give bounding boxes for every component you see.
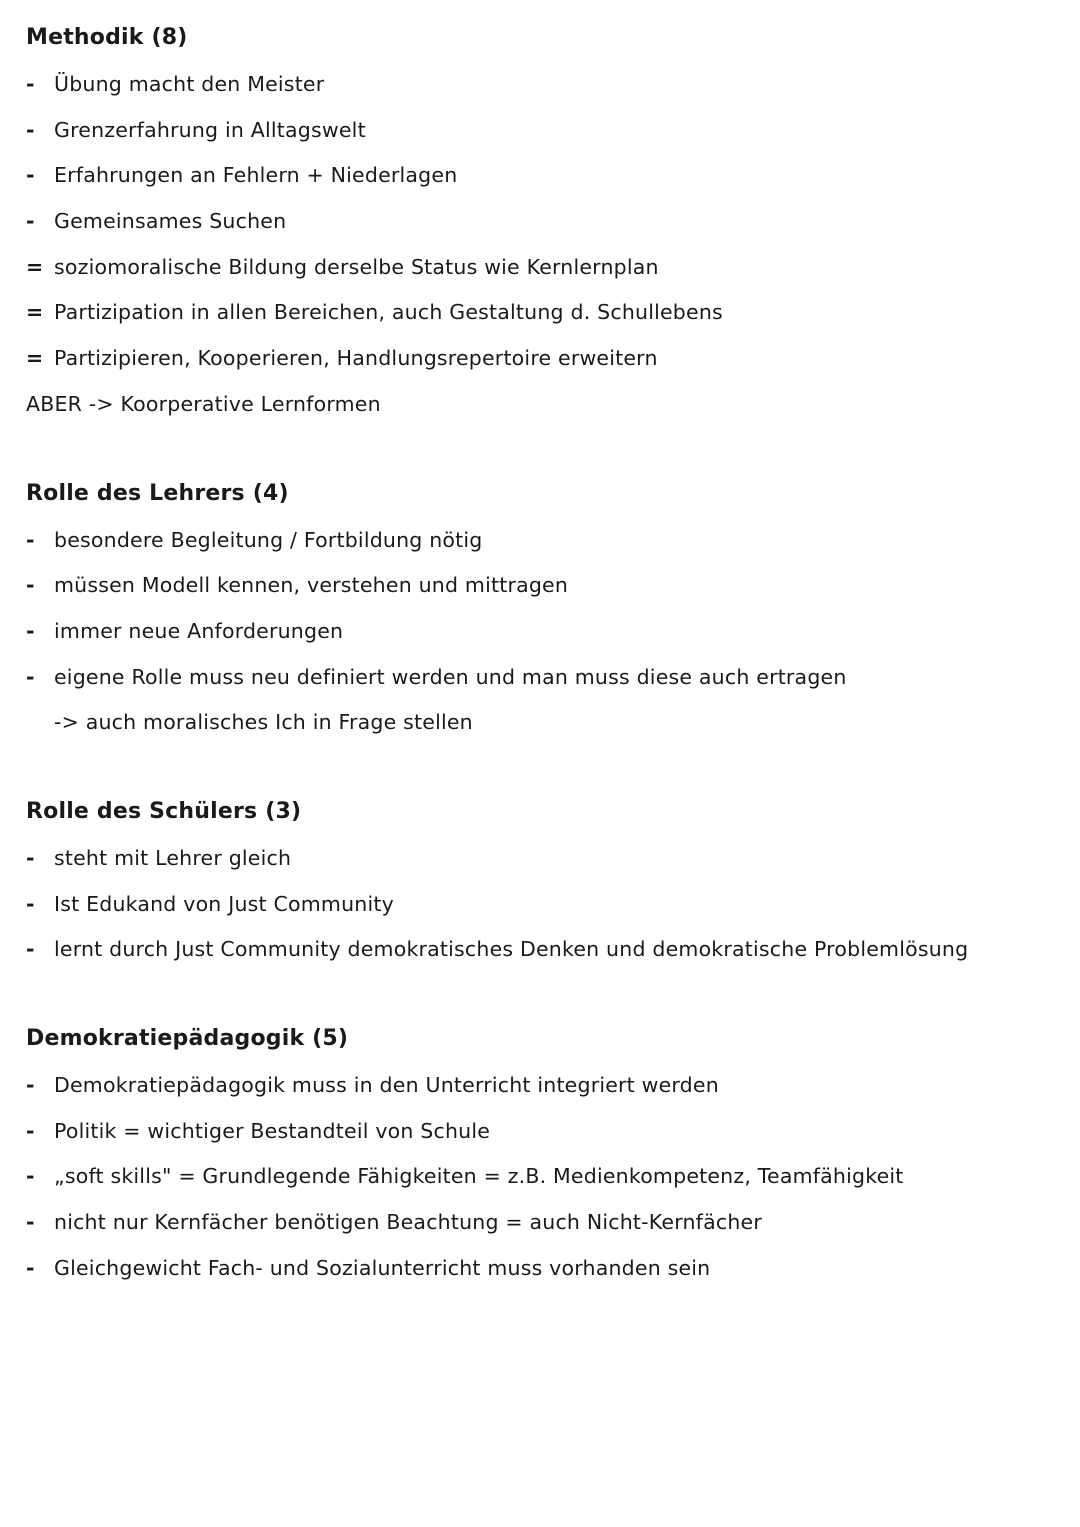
list-item-plain bbox=[26, 388, 1056, 420]
list-item-text: Gemeinsames Suchen bbox=[54, 209, 287, 234]
section-heading: Demokratiepädagogik (5) bbox=[26, 1026, 349, 1051]
list-item bbox=[26, 251, 1056, 283]
list-item bbox=[26, 1069, 1056, 1101]
list-item-text: eigene Rolle muss neu definiert werden und man muss diese auch ertragen bbox=[54, 664, 847, 689]
bullet-dash: - bbox=[26, 1210, 35, 1235]
list-item bbox=[26, 114, 1056, 146]
section-rolle-lehrer bbox=[26, 478, 1056, 739]
list-item bbox=[26, 661, 1056, 693]
bullet-dash: - bbox=[26, 209, 35, 234]
list-item-text: ABER -> Koorperative Lernformen bbox=[26, 391, 381, 416]
section-rolle-schueler bbox=[26, 796, 1056, 965]
bullet-equals: = bbox=[26, 346, 44, 371]
bullet-dash: - bbox=[26, 527, 35, 552]
section-heading: Rolle des Lehrers (4) bbox=[26, 480, 289, 506]
list-item-text: Partizipieren, Kooperieren, Handlungsrepertoire erweitern bbox=[54, 346, 658, 371]
section-spacer bbox=[26, 434, 1056, 478]
bullet-dash: - bbox=[26, 891, 35, 916]
bullet-equals: = bbox=[26, 254, 44, 279]
list-item-text: nicht nur Kernfächer benötigen Beachtung = auch Nicht-Kernfächer bbox=[54, 1210, 762, 1235]
bullet-dash: - bbox=[26, 573, 35, 598]
bullet-dash: - bbox=[26, 163, 35, 188]
list-item-text: Ist Edukand von Just Community bbox=[54, 891, 394, 916]
list-item bbox=[26, 205, 1056, 237]
bullet-dash: - bbox=[26, 1255, 35, 1280]
bullet-dash: - bbox=[26, 117, 35, 142]
bullet-dash: - bbox=[26, 1073, 35, 1097]
list-item-text: Partizipation in allen Bereichen, auch Gestaltung d. Schullebens bbox=[54, 300, 723, 325]
list-item bbox=[26, 68, 1056, 100]
section-spacer bbox=[26, 979, 1056, 1023]
bullet-dash: - bbox=[26, 72, 35, 96]
list-item bbox=[26, 1252, 1056, 1284]
document-page bbox=[26, 22, 1056, 1297]
list-item-sub bbox=[26, 706, 1056, 738]
list-item-text: steht mit Lehrer gleich bbox=[54, 845, 292, 870]
list-item-text: immer neue Anforderungen bbox=[54, 618, 344, 643]
list-item bbox=[26, 342, 1056, 374]
list-item-text: Gleichgewicht Fach- und Sozialunterricht muss vorhanden sein bbox=[54, 1255, 711, 1280]
list-item-text: soziomoralische Bildung derselbe Status wie Kernlernplan bbox=[54, 254, 659, 279]
list-item-text: müssen Modell kennen, verstehen und mittragen bbox=[54, 573, 569, 598]
section-demokratiepaedagogik bbox=[26, 1023, 1056, 1284]
list-item-text: Grenzerfahrung in Alltagswelt bbox=[54, 117, 366, 142]
section-spacer bbox=[26, 752, 1056, 796]
section-methodik bbox=[26, 22, 1056, 420]
list-item-text: lernt durch Just Community demokratisches Denken und demokratische Problemlösung bbox=[54, 937, 969, 962]
list-item bbox=[26, 615, 1056, 647]
bullet-dash: - bbox=[26, 664, 35, 689]
list-item-text: Übung macht den Meister bbox=[54, 72, 325, 96]
list-item bbox=[26, 296, 1056, 328]
bullet-dash: - bbox=[26, 1164, 35, 1189]
list-item-text: -> auch moralisches Ich in Frage stellen bbox=[54, 710, 473, 735]
bullet-equals: = bbox=[26, 300, 44, 325]
bullet-dash: - bbox=[26, 618, 35, 643]
section-heading: Rolle des Schülers (3) bbox=[26, 798, 302, 824]
list-item-text: Erfahrungen an Fehlern + Niederlagen bbox=[54, 163, 458, 188]
list-item bbox=[26, 524, 1056, 556]
list-item-text: besondere Begleitung / Fortbildung nötig bbox=[54, 527, 483, 552]
list-item bbox=[26, 933, 1056, 965]
section-heading: Methodik (8) bbox=[26, 25, 188, 50]
list-item bbox=[26, 888, 1056, 920]
list-item-text: Demokratiepädagogik muss in den Unterricht integriert werden bbox=[54, 1073, 719, 1097]
bullet-dash: - bbox=[26, 845, 35, 870]
list-item-text: „soft skills" = Grundlegende Fähigkeiten = z.B. Medienkompetenz, Teamfähigkeit bbox=[54, 1164, 904, 1189]
list-item bbox=[26, 1160, 1056, 1192]
bullet-dash: - bbox=[26, 1118, 35, 1143]
list-item bbox=[26, 569, 1056, 601]
list-item bbox=[26, 159, 1056, 191]
bullet-dash: - bbox=[26, 937, 35, 962]
list-item-text: Politik = wichtiger Bestandteil von Schule bbox=[54, 1118, 491, 1143]
list-item bbox=[26, 1115, 1056, 1147]
list-item bbox=[26, 842, 1056, 874]
list-item bbox=[26, 1206, 1056, 1238]
